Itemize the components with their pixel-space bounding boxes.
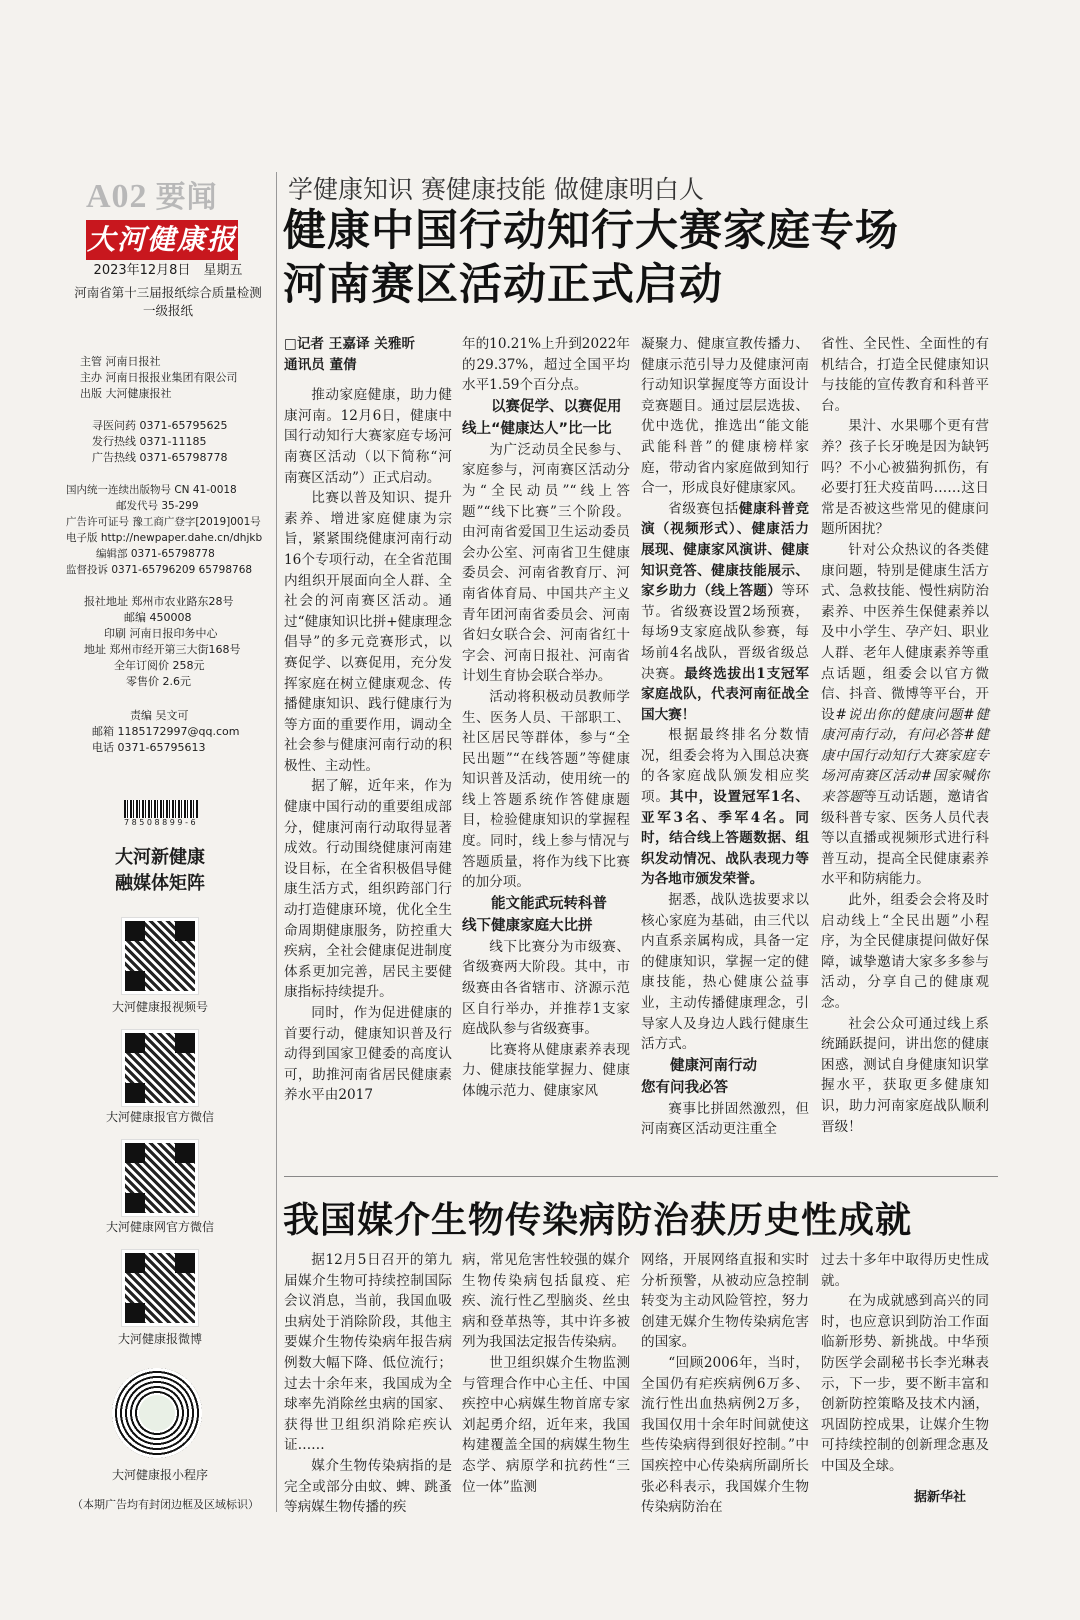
- byline: □记者 王嘉译 关雅昕: [284, 336, 416, 352]
- paragraph: 据悉，战队选拔要求以核心家庭为基础，由三代以内直系亲属构成，具备一定的健康知识，掌握一定的健康技能，热心健康公益事业，主动传播健康理念，引导家人及身边人践行健康生活方式。: [641, 892, 809, 1053]
- paragraph: 据了解，近年来，作为健康中国行动的重要组成部分，健康河南行动取得显著成效。行动围绕健康河南建设目标，在全省积极倡导健康生活方式，组织跨部门行动打造健康环境，优化全生命周期健康服务，防控重大疾病，全社会健康促进制度体系更加完善，居民主要健康指标持续提升。: [284, 778, 452, 1001]
- paragraph: 据12月5日召开的第九届媒介生物可持续控制国际会议消息，当前，我国血吸虫病处于消除阶段，其他主要媒介生物传染病年报告病例数大幅下降、低位流行；过去十余年来，我国成为全球率先消除丝虫病的国家、获得世卫组织消除疟疾认证……: [284, 1252, 452, 1454]
- section-divider: [284, 1176, 998, 1177]
- paragraph: 凝聚力、健康宣教传播力、健康示范引导力及健康河南行动知识掌握度等方面设计竞赛题目。通过层层选拔、优中选优，推选出“能文能武能科普”的健康榜样家庭，带动省内家庭做到知行合一，形成良好健康家风。: [641, 336, 809, 497]
- ad-footnote: （本期广告均有封闭边框及区域标识）: [72, 1498, 259, 1511]
- info-line: 印刷 河南日报印务中心: [104, 627, 218, 640]
- barcode: [124, 800, 198, 818]
- publisher-info: [80, 354, 284, 402]
- column-divider: [276, 172, 277, 1512]
- text-run-bold: 最终选拔出1支冠军家庭战队，代表河南征战全国大赛！: [641, 665, 810, 723]
- qr-label: 大河健康报小程序: [111, 1468, 208, 1482]
- qr-code-web-wechat[interactable]: [122, 1140, 198, 1216]
- matrix-title-line: 融媒体矩阵: [115, 873, 205, 894]
- paragraph: 省性、全民性、全面性的有机结合，打造全民健康知识与技能的宣传教育和科普平台。: [821, 336, 989, 414]
- qr-label: 大河健康报官方微信: [105, 1110, 214, 1124]
- info-line: 零售价 2.6元: [126, 675, 191, 688]
- info-line: 地址 郑州市经开第三大街168号: [84, 643, 241, 656]
- article1-column-4: [821, 334, 989, 1137]
- qr-label: 大河健康网官方微信: [105, 1220, 214, 1234]
- text-run-bold: 健康科普竞演（视频形式）、健康活力展现、健康家风演讲、健康知识竞答、健康技能展示、家乡助力（线上答题）: [641, 500, 810, 600]
- info-line: 电子版 http://newpaper.dahe.cn/dhjkb: [66, 532, 263, 544]
- info-line: 广告许可证号 豫工商广登字[2019]001号: [66, 516, 261, 528]
- info-line: 报社地址 郑州市农业路东28号: [84, 595, 234, 608]
- info-line: 全年订阅价 258元: [114, 659, 205, 672]
- qr-label: 大河健康报微博: [117, 1332, 202, 1346]
- paragraph: 世卫组织媒介生物监测与管理合作中心主任、中国疾控中心病媒生物首席专家刘起勇介绍，近年来，我国构建覆盖全国的病媒生物生态学、病原学和抗药性“三位一体”监测: [462, 1354, 630, 1495]
- paragraph: 线下比赛分为市级赛、省级赛两大阶段。其中，市级赛由各省辖市、济源示范区自行举办，并推荐1支家庭战队参与省级赛事。: [462, 938, 630, 1038]
- paragraph: 网络，开展网络直报和实时分析预警，从被动应急控制转变为主动风险管控，努力创建无媒介生物传染病危害的国家。: [641, 1252, 809, 1351]
- media-matrix-title: [90, 845, 230, 897]
- paragraph: 推动家庭健康，助力健康河南。12月6日，健康中国行动知行大赛家庭专场河南赛区活动（以下简称“河南赛区活动”）正式启动。: [284, 387, 452, 486]
- paragraph: 比赛将从健康素养表现力、健康技能掌握力、健康体魄示范力、健康家风: [462, 1041, 630, 1099]
- subheading: 以赛促学、以赛促用 线上“健康达人”比一比: [462, 398, 622, 437]
- paragraph: 此外，组委会会将及时启动线上“全民出题”小程序，为全民健康提问做好保障，诚挚邀请大家多多参与活动，分享自己的健康观念。: [821, 892, 989, 1011]
- article1-column-3: [641, 334, 809, 1140]
- issue-date: 2023年12月8日 星期五: [93, 263, 243, 278]
- subheading: 能文能武玩转科普 线下健康家庭大比拼: [462, 895, 607, 934]
- info-line: 广告热线 0371-65798778: [92, 451, 228, 464]
- info-line: 电话 0371-65795613: [92, 741, 206, 754]
- mini-program-code[interactable]: [112, 1368, 202, 1458]
- hotline-info: [92, 418, 296, 466]
- headline-line: 健康中国行动知行大赛家庭专场: [283, 206, 899, 256]
- source-credit: 据新华社: [914, 1490, 967, 1505]
- info-line: 责编 吴文可: [130, 709, 189, 722]
- info-line: 邮发代号 35-299: [116, 500, 199, 512]
- info-line: 监督投诉 0371-65796209 65798768: [66, 564, 253, 576]
- paragraph: 年的10.21%上升到2022年的29.37%，超过全国平均水平1.59个百分点。: [462, 336, 630, 394]
- byline: 通讯员 董倩: [284, 356, 357, 373]
- subheading: 健康河南行动 您有问我必答: [641, 1057, 757, 1096]
- masthead-logo: 大河健康报: [86, 220, 238, 260]
- mini-program-logo: [139, 1395, 175, 1431]
- article2-headline: 我国媒介生物传染病防治获历史性成就: [283, 1200, 913, 1241]
- info-line: 国内统一连续出版物号 CN 41-0018: [66, 484, 237, 496]
- barcode-number: 7 8 5 0 8 8 9 9 - 6: [124, 818, 196, 827]
- paragraph: 病，常见危害性较强的媒介生物传染病包括鼠疫、疟疾、流行性乙型脑炎、丝虫病和登革热等，其中许多被列为我国法定报告传染病。: [462, 1252, 630, 1351]
- article2-column-3: [641, 1250, 809, 1518]
- paragraph: 社会公众可通过线上系统踊跃提问，讲出您的健康困惑，测试自身健康知识掌握水平，获取更多健康知识，助力河南家庭战队顺利晋级！: [821, 1015, 989, 1135]
- paragraph: 媒介生物传染病指的是完全或部分由蚊、蜱、跳蚤等病媒生物传播的疾: [284, 1457, 452, 1516]
- text-run-bold: 其中，设置冠军1名、亚军3名、季军4名。同时，结合线上答题数据、组织发动情况、战队表现力等为各地市颁发荣誉。: [641, 789, 809, 888]
- address-info: [84, 594, 288, 690]
- page-number: [86, 172, 218, 216]
- text-run: 针对公众热议的各类健康问题，特别是健康生活方式、急救技能、慢性病防治素养、中医养生保健素养以及中小学生、孕产妇、职业人群、老年人健康素养等重点话题，组委会以官方微信、抖音、微博等平台，开设: [821, 541, 989, 723]
- article2-column-2: [462, 1250, 630, 1497]
- paragraph: 赛事比拼固然激烈，但河南赛区活动更注重全: [641, 1100, 809, 1138]
- text-run: 根据最终排名分数情况，组委会将为入围总决赛的各家庭战队颁发相应奖项。: [641, 727, 809, 806]
- article-kicker: 学健康知识 赛健康技能 做健康明白人: [288, 175, 704, 204]
- article2-column-1: [284, 1250, 452, 1518]
- info-line: 邮编 450008: [124, 611, 192, 624]
- info-line: 主办 河南日报报业集团有限公司: [80, 371, 238, 384]
- article1-column-1: [284, 334, 452, 1106]
- info-line: 寻医问药 0371-65795625: [92, 419, 228, 432]
- headline-line: 河南赛区活动正式启动: [283, 260, 723, 310]
- article-headline: [283, 204, 899, 312]
- qr-code-video[interactable]: [122, 918, 198, 994]
- text-run: 等互动话题，邀请省级科普专家、医务人员代表等以直播或视频形式进行科普互动，提高全民健康素养水平和防病能力。: [821, 789, 990, 888]
- matrix-title-line: 大河新健康: [115, 847, 205, 868]
- info-line: 编辑部 0371-65798778: [96, 548, 215, 560]
- editor-info: [92, 708, 296, 756]
- text-run: 省级赛包括: [668, 500, 739, 517]
- award-line-2: 一级报纸: [142, 303, 193, 318]
- info-line: 出版 大河健康报社: [80, 387, 172, 400]
- text-run-italic: #说出你的健康问题#健康河南行动，有问必答#健康中国行动知行大赛家庭专场河南赛区活动#国家喊你来答题: [821, 706, 989, 806]
- paragraph: [641, 499, 809, 726]
- registration-info: [66, 482, 270, 578]
- qr-code-wechat[interactable]: [122, 1030, 198, 1106]
- article1-column-2: [462, 334, 630, 1102]
- paragraph: 果汁、水果哪个更有营养？孩子长牙晚是因为缺钙吗？不小心被猫狗抓伤，有必要打狂犬疫苗吗……这日常是否被这些常见的健康问题所困扰？: [821, 418, 989, 538]
- paragraph: 活动将积极动员教师学生、医务人员、干部职工、社区居民等群体，参与“全民出题”“在线答题”等健康知识普及活动，使用统一的线上答题系统作答健康题目，检验健康知识的掌握程度。同时，线上参与情况与答题质量，将作为线下比赛的加分项。: [462, 688, 630, 891]
- paragraph: 过去十多年中取得历史性成就。: [821, 1252, 989, 1289]
- info-line: 主管 河南日报社: [80, 355, 161, 368]
- paragraph: 同时，作为促进健康的首要行动，健康知识普及行动得到国家卫健委的高度认可，助推河南省居民健康素养水平由2017: [284, 1005, 452, 1104]
- qr-code-weibo[interactable]: [122, 1250, 198, 1326]
- paragraph: “回顾2006年，当时，全国仍有疟疾病例6万多、流行性出血热病例2万多，我国仅用十余年时间就使这些传染病得到很好控制。”中国疾控中心传染病所副所长张必科表示，我国媒介生物传染病防治在: [641, 1354, 809, 1516]
- page-number-label: A02: [86, 178, 148, 215]
- paragraph: 在为成就感到高兴的同时，也应意识到防治工作面临新形势、新挑战。中华预防医学会副秘书长李光琳表示，下一步，要不断丰富和创新防控策略及技术内涵，巩固防控成果，让媒介生物可持续控制的创新理念惠及中国及全球。: [821, 1293, 989, 1474]
- qr-label: 大河健康报视频号: [111, 1000, 208, 1014]
- section-label: 要闻: [155, 181, 218, 214]
- text-run: 等环节。省级赛设置2场预赛，每场9支家庭战队参赛，每场前4名战队，晋级省级总决赛。: [641, 583, 810, 682]
- article2-column-4: [821, 1250, 989, 1477]
- paragraph: [641, 725, 809, 890]
- paragraph: 为广泛动员全民参与、家庭参与，河南赛区活动分为“全民动员”“线上答题”“线下比赛”三个阶段。由河南省爱国卫生运动委员会办公室、河南省卫生健康委员会、河南省教育厅、河南省体育局、中国共产主义青年团河南省委员会、河南省妇女联合会、河南省红十字会、河南日报社、河南省计划生育协会联合举办。: [462, 441, 630, 685]
- award-line-1: 河南省第十三届报纸综合质量检测: [74, 285, 262, 300]
- info-line: 邮箱 1185172997@qq.com: [92, 725, 240, 738]
- info-line: 发行热线 0371-11185: [92, 435, 207, 448]
- paragraph: [821, 540, 989, 890]
- paragraph: 比赛以普及知识、提升素养、增进家庭健康为宗旨，紧紧围绕健康河南行动16个专项行动，在全省范围内组织开展面向全人群、全社会的河南赛区活动。通过“健康知识比拼+健康理念倡导”的多元竞赛形式，以赛促学、以赛促用，充分发挥家庭在树立健康观念、传播健康知识、践行健康行为等方面的重要作用，调动全社会参与健康河南行动的积极性、主动性。: [284, 490, 452, 774]
